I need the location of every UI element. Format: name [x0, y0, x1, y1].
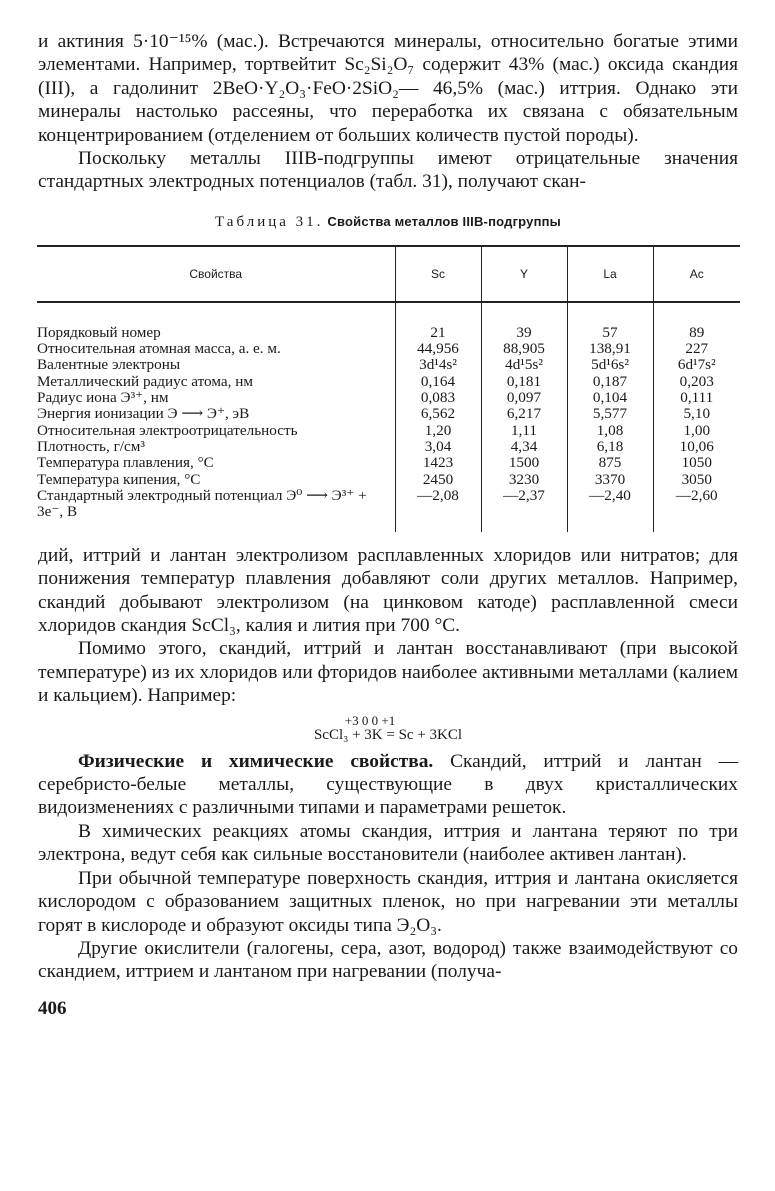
paragraph-8: Другие окислители (галогены, сера, азот, водород) также взаимодействуют со скандием, иттрием и лантаном при нагревании (получа-	[38, 937, 738, 983]
cell-y: 6,217	[481, 406, 567, 422]
cell-la: 3370	[567, 472, 653, 488]
cell-sc: 1423	[395, 455, 481, 471]
row-property: Температура кипения, °С	[37, 470, 201, 488]
table-caption-title: Свойства металлов IIIB-подгруппы	[327, 213, 561, 229]
cell-la: 57	[567, 325, 653, 341]
row-property: Металлический радиус атома, нм	[37, 372, 253, 390]
table-row	[37, 341, 740, 357]
paragraph-4: Помимо этого, скандий, иттрий и лантан восстанавливают (при высокой температуре) из их хлоридов или фторидов наиболее активными металлами (калием и кальцием). Например:	[38, 638, 738, 707]
cell-sc: 2450	[395, 472, 481, 488]
properties-table	[37, 245, 740, 532]
cell-ac: 1,00	[653, 423, 740, 439]
cell-ac: 3050	[653, 472, 740, 488]
table-row	[37, 390, 740, 406]
row-property: Валентные электроны	[37, 356, 181, 374]
cell-sc: 0,083	[395, 390, 481, 406]
row-property: Энергия ионизации Э ⟶ Э⁺, эВ	[37, 405, 250, 423]
cell-y: 1,11	[481, 423, 567, 439]
cell-la: 138,91	[567, 341, 653, 357]
cell-ac: 0,111	[653, 390, 740, 406]
cell-sc: —2,08	[395, 488, 481, 532]
cell-ac: 1050	[653, 455, 740, 471]
cell-sc: 1,20	[395, 423, 481, 439]
row-property: Температура плавления, °С	[37, 454, 214, 472]
table-row	[37, 374, 740, 390]
section-heading: Физические и химические свойства.	[78, 750, 434, 772]
cell-la: 0,104	[567, 390, 653, 406]
table-row	[37, 472, 740, 488]
oxidation-states: +3 0 0 +1	[344, 712, 396, 728]
cell-sc: 3d¹4s²	[395, 357, 481, 373]
table-row	[37, 423, 740, 439]
page-body	[38, 30, 738, 1020]
cell-la: 0,187	[567, 374, 653, 390]
cell-sc: 21	[395, 325, 481, 341]
cell-ac: —2,60	[653, 488, 740, 532]
cell-y: 0,097	[481, 390, 567, 406]
paragraph-5-text: Скандий, иттрий и лантан — серебристо-белые металлы, существующие в двух кристаллических видоизменениях с различными типами и параметрами решеток.	[38, 750, 739, 819]
table-row	[37, 455, 740, 471]
cell-sc: 44,956	[395, 341, 481, 357]
table-row	[37, 325, 740, 341]
row-property: Относительная атомная масса, а. е. м.	[37, 340, 281, 358]
cell-y: 4d¹5s²	[481, 357, 567, 373]
table-caption	[38, 214, 738, 231]
cell-ac: 5,10	[653, 406, 740, 422]
cell-y: 4,34	[481, 439, 567, 455]
cell-y: 1500	[481, 455, 567, 471]
paragraph-1: и актиния 5·10⁻¹⁵% (мас.). Встречаются минералы, относительно богатые этими элементами. Например, тортвейтит Sc₂Si₂O₇ содержит 43% (мас.) оксида скандия (III), а гадолинит 2BeO·Y₂O₃·FeO·2SiO₂— 46,5% (мас.) иттрия. Однако эти минералы настолько рассеяны, что переработка их связана с обязательным концентрированием (отделением от больших количеств пустой породы).	[38, 31, 738, 146]
paragraph-6: В химических реакциях атомы скандия, иттрия и лантана теряют по три электрона, ведут себя как сильные восстановители (наиболее активен лантан).	[38, 820, 738, 866]
equation-text: ScCl₃ + 3K = Sc + 3KCl	[313, 726, 463, 743]
cell-ac: 227	[653, 341, 740, 357]
table-row	[37, 357, 740, 373]
cell-la: 5,577	[567, 406, 653, 422]
header-la: La	[567, 246, 653, 302]
reaction-equation	[38, 714, 738, 742]
row-property: Порядковый номер	[37, 323, 161, 341]
cell-sc: 6,562	[395, 406, 481, 422]
cell-ac: 10,06	[653, 439, 740, 455]
cell-sc: 3,04	[395, 439, 481, 455]
row-property: Относительная электроотрицательность	[37, 421, 298, 439]
cell-sc: 0,164	[395, 374, 481, 390]
paragraph-2: Поскольку металлы IIIB-подгруппы имеют отрицательные значения стандартных электродных потенциалов (табл. 31), получают скан-	[38, 148, 738, 193]
cell-ac: 0,203	[653, 374, 740, 390]
table-row	[37, 488, 740, 532]
cell-y: 88,905	[481, 341, 567, 357]
page-number: 406	[38, 997, 67, 1019]
row-property: Радиус иона Э³⁺, нм	[37, 389, 169, 407]
table-row	[37, 406, 740, 422]
paragraph-7: При обычной температуре поверхность скандия, иттрия и лантана окисляется кислородом с образованием защитных пленок, но при нагревании эти металлы горят в кислороде и образуют оксиды типа Э₂О₃.	[38, 867, 738, 936]
cell-la: 1,08	[567, 423, 653, 439]
row-property: Стандартный электродный потенциал Э⁰ ⟶ Э³⁺ + 3е⁻, В	[37, 486, 367, 521]
cell-y: 3230	[481, 472, 567, 488]
table-caption-label: Таблица 31.	[215, 213, 324, 230]
cell-la: —2,40	[567, 488, 653, 532]
cell-ac: 89	[653, 325, 740, 341]
header-ac: Ac	[653, 246, 740, 302]
header-properties: Свойства	[37, 246, 395, 302]
cell-ac: 6d¹7s²	[653, 357, 740, 373]
cell-la: 875	[567, 455, 653, 471]
cell-la: 6,18	[567, 439, 653, 455]
cell-y: —2,37	[481, 488, 567, 532]
paragraph-5	[38, 750, 738, 820]
header-y: Y	[481, 246, 567, 302]
row-property: Плотность, г/см³	[37, 437, 145, 455]
header-sc: Sc	[395, 246, 481, 302]
cell-y: 0,181	[481, 374, 567, 390]
cell-y: 39	[481, 325, 567, 341]
table-row	[37, 439, 740, 455]
table-header-row	[37, 246, 740, 302]
paragraph-3: дий, иттрий и лантан электролизом расплавленных хлоридов или нитратов; для понижения температур плавления добавляют соли других металлов. Например, скандий добывают электролизом (на цинковом катоде) расплавленной смеси хлоридов скандия ScCl₃, калия и лития при 700 °С.	[38, 544, 738, 637]
cell-la: 5d¹6s²	[567, 357, 653, 373]
